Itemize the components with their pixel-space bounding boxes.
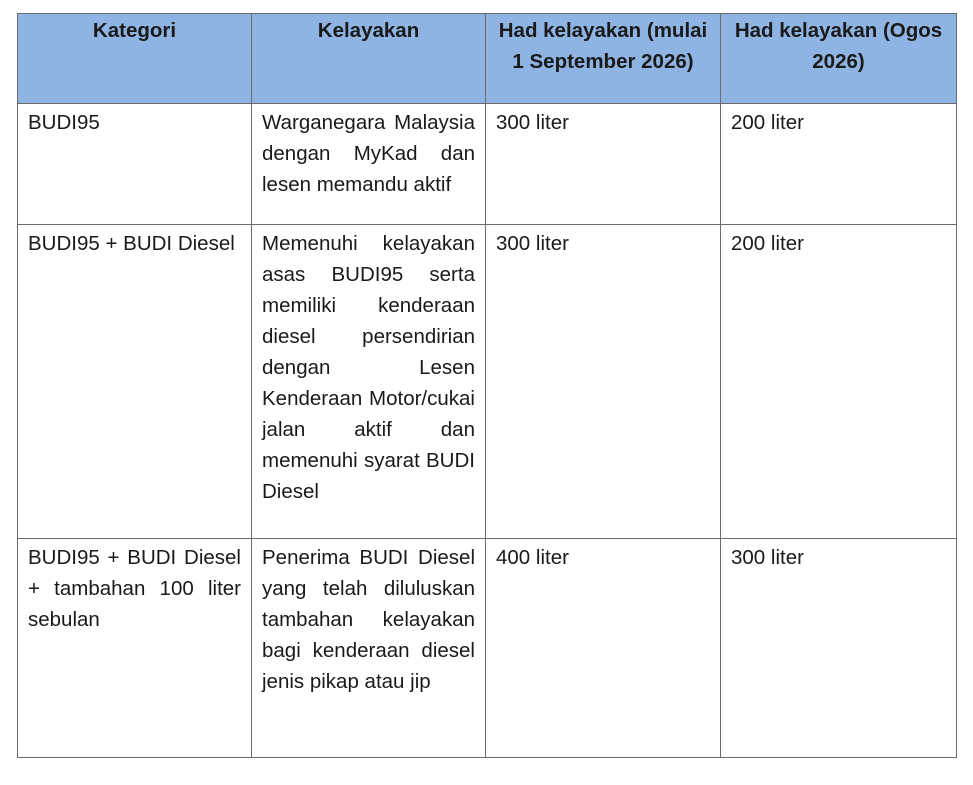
header-had-ogos: Had kelayakan (Ogos 2026) [721,14,957,104]
cell-had-ogos: 200 liter [721,225,957,539]
table-row [18,539,957,758]
eligibility-table [17,13,957,758]
cell-had-ogos: 300 liter [721,539,957,758]
cell-kelayakan: Penerima BUDI Diesel yang telah diluluskan tambahan kelayakan bagi kenderaan diesel jenis pikap atau jip [252,539,486,758]
cell-kelayakan: Warganegara Malaysia dengan MyKad dan lesen memandu aktif [252,104,486,225]
cell-kategori: BUDI95 + BUDI Diesel [18,225,252,539]
cell-had-mulai-september: 300 liter [486,225,721,539]
table-row [18,225,957,539]
table-header-row [18,14,957,104]
table-row [18,104,957,225]
cell-kelayakan: Memenuhi kelayakan asas BUDI95 serta memiliki kenderaan diesel persendirian dengan Lesen Kenderaan Motor/cukai jalan aktif dan memenuhi syarat BUDI Diesel [252,225,486,539]
cell-had-mulai-september: 300 liter [486,104,721,225]
cell-kategori: BUDI95 [18,104,252,225]
header-kategori: Kategori [18,14,252,104]
cell-kategori: BUDI95 + BUDI Diesel + tambahan 100 liter sebulan [18,539,252,758]
header-had-mulai-september: Had kelayakan (mulai 1 September 2026) [486,14,721,104]
header-kelayakan: Kelayakan [252,14,486,104]
cell-had-mulai-september: 400 liter [486,539,721,758]
cell-had-ogos: 200 liter [721,104,957,225]
